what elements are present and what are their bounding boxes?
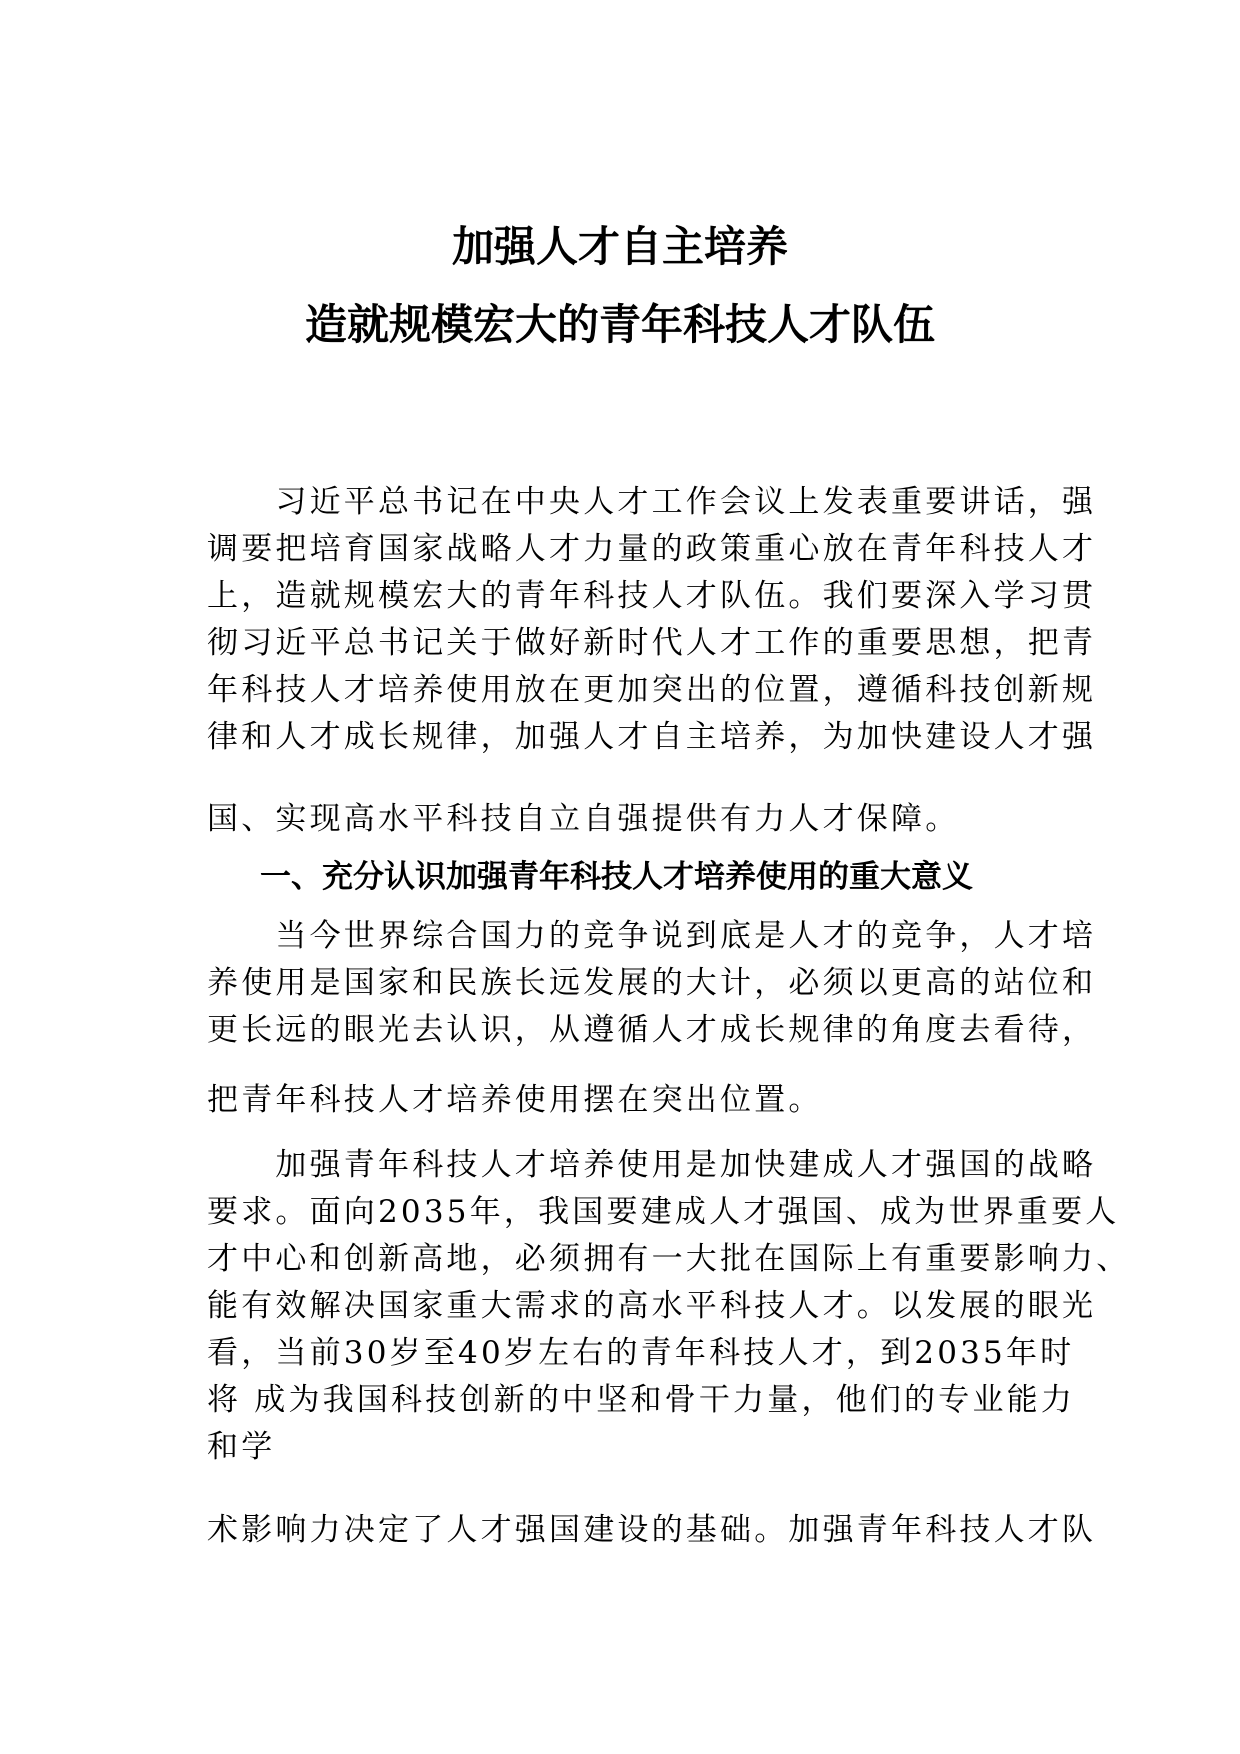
document-title-line-1: 加强人才自主培养 — [451, 222, 788, 271]
paragraph-line: 能有效解决国家重大需求的高水平科技人才。以发展的眼光 — [207, 1288, 1097, 1324]
document-title-line-2: 造就规模宏大的青年科技人才队伍 — [304, 300, 935, 349]
paragraph-line: 术影响力决定了人才强国建设的基础。加强青年科技人才队 — [207, 1512, 1097, 1548]
paragraph-line: 彻习近平总书记关于做好新时代人才工作的重要思想，把青 — [207, 625, 1097, 661]
paragraph-line: 将 成为我国科技创新的中坚和骨干力量，他们的专业能力 — [207, 1382, 1076, 1418]
paragraph-line: 上，造就规模宏大的青年科技人才队伍。我们要深入学习贯 — [207, 578, 1097, 614]
paragraph-line: 看，当前30岁至40岁左右的青年科技人才，到2035年时 — [207, 1335, 1075, 1371]
paragraph-line: 和学 — [207, 1429, 276, 1465]
section-heading: 一、充分认识加强青年科技人才培养使用的重大意义 — [260, 859, 973, 895]
paragraph-line: 把青年科技人才培养使用摆在突出位置。 — [207, 1082, 823, 1118]
paragraph-line: 律和人才成长规律，加强人才自主培养，为加快建设人才强 — [207, 719, 1097, 755]
paragraph-line: 养使用是国家和民族长远发展的大计，必须以更高的站位和 — [207, 965, 1097, 1001]
paragraph-line: 国、实现高水平科技自立自强提供有力人才保障。 — [207, 801, 960, 837]
paragraph-line: 加强青年科技人才培养使用是加快建成人才强国的战略 — [207, 1147, 1097, 1183]
paragraph-line: 当今世界综合国力的竞争说到底是人才的竞争，人才培 — [207, 918, 1097, 954]
paragraph-line: 要求。面向2035年，我国要建成人才强国、成为世界重要人 — [207, 1194, 1120, 1230]
paragraph-line: 年科技人才培养使用放在更加突出的位置，遵循科技创新规 — [207, 672, 1097, 708]
paragraph-line: 更长远的眼光去认识，从遵循人才成长规律的角度去看待， — [207, 1012, 1097, 1048]
paragraph-line: 调要把培育国家战略人才力量的政策重心放在青年科技人才 — [207, 531, 1097, 567]
paragraph-line: 才中心和创新高地，必须拥有一大批在国际上有重要影响力、 — [207, 1241, 1131, 1277]
paragraph-line: 习近平总书记在中央人才工作会议上发表重要讲话，强 — [207, 484, 1097, 520]
